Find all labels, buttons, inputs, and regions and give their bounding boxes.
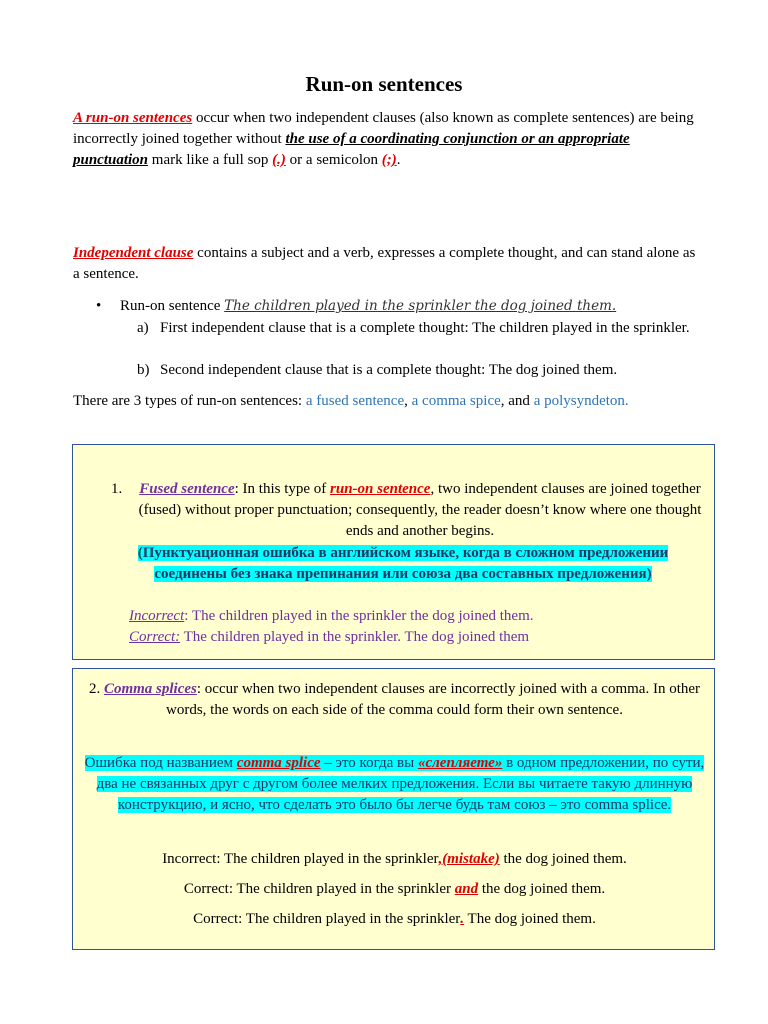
example-text: the dog joined them. xyxy=(478,881,606,897)
fused-text-2: , two independent clauses are joined together (fused) without proper punctuation; consequently, the reader doesn’t know where one thought ends and another begins. xyxy=(138,481,702,539)
bullet-label: Run-on sentence xyxy=(120,298,225,314)
fused-text-1: : In this type of xyxy=(234,481,331,497)
types-paragraph xyxy=(73,391,713,412)
correct-example-period xyxy=(83,909,706,930)
sub-item-text: Second independent clause that is a complete thought: The dog joined them. xyxy=(160,362,618,378)
intro-text-3: or a semicolon xyxy=(285,152,382,168)
type-comma-spice: a comma spice xyxy=(411,393,501,409)
russian-text-3: в одном предложении, по сути, два не связанных друг с другом более мелких предложения. Если вы читаете такую длинную конструкцию, и ясно, что сделать это было бы легче будь там союз – это comma splice. xyxy=(96,755,705,813)
runon-sentence-term: run-on sentence xyxy=(330,481,431,497)
period-mark: . xyxy=(460,911,465,927)
correct-text: The children played in the sprinkler. The dog joined them xyxy=(180,629,530,645)
incorrect-example xyxy=(83,849,706,870)
comma-splice-box xyxy=(72,668,715,950)
sleplyaete-term: «слепляете» xyxy=(417,755,503,771)
incorrect-label: Incorrect xyxy=(129,608,185,624)
comma-splice-heading xyxy=(83,679,706,721)
example-text: Correct: The children played in the sprinkler xyxy=(193,911,461,927)
mistake-mark: ,(mistake) xyxy=(438,851,500,867)
sub-item-label: a) xyxy=(137,320,149,336)
types-sep-2: , and xyxy=(500,393,534,409)
russian-explanation xyxy=(133,543,673,585)
intro-text-4: . xyxy=(396,152,401,168)
sub-item-text: First independent clause that is a complete thought: The children played in the sprinkler. xyxy=(160,320,690,336)
correct-label: Correct: xyxy=(129,629,181,645)
bullet-icon: • xyxy=(96,298,102,314)
incorrect-example xyxy=(129,606,689,627)
correct-example xyxy=(129,627,689,648)
russian-text-1: Ошибка под названием xyxy=(84,755,237,771)
type-polysyndeton: a polysyndeton. xyxy=(533,393,629,409)
intro-emphasis: the use of a coordinating conjunction or an appropriate punctuation xyxy=(73,131,630,168)
types-sep-1: , xyxy=(404,393,412,409)
intro-paragraph xyxy=(73,108,698,171)
independent-clause-paragraph xyxy=(73,243,698,285)
runon-term: A run-on sentences xyxy=(73,110,193,126)
example-text: Incorrect: The children played in the sprinkler xyxy=(162,851,439,867)
example-text: Correct: The children played in the sprinkler xyxy=(183,881,455,897)
types-text: There are 3 types of run-on sentences: xyxy=(73,393,306,409)
semicolon-symbol: (;) xyxy=(381,152,397,168)
intro-text-1: occur when two independent clauses (also known as complete sentences) are being incorrectly joined together without xyxy=(73,110,694,147)
and-mark: and xyxy=(454,881,479,897)
comma-splice-ru-term: comma splice xyxy=(236,755,321,771)
list-number: 2. xyxy=(88,681,104,697)
russian-text-2: – это когда вы xyxy=(320,755,418,771)
example-text: the dog joined them. xyxy=(499,851,627,867)
fused-sentence-box xyxy=(72,444,715,660)
fused-sentence-term: Fused sentence xyxy=(139,481,235,497)
list-number: 1. xyxy=(111,481,123,497)
russian-text: (Пунктуационная ошибка в английском языке, когда в сложном предложении соединены без знака препинания или союза два составных предложения) xyxy=(137,545,669,582)
sub-item-label: b) xyxy=(137,362,150,378)
correct-example-and xyxy=(83,879,706,900)
bullet-example: The children played in the sprinkler the dog joined them. xyxy=(224,298,617,314)
type-fused: a fused sentence xyxy=(305,393,405,409)
full-stop-symbol: (.) xyxy=(272,152,286,168)
intro-text-2: mark like a full sop xyxy=(148,152,273,168)
example-text: The dog joined them. xyxy=(464,911,596,927)
comma-splice-text: : occur when two independent clauses are incorrectly joined with a comma. In other words, the words on each side of the comma could form their own sentence. xyxy=(166,681,701,718)
page-title: Run-on sentences xyxy=(305,72,463,96)
incorrect-text: : The children played in the sprinkler the dog joined them. xyxy=(184,608,534,624)
russian-explanation xyxy=(83,753,706,816)
comma-splice-term: Comma splices xyxy=(103,681,197,697)
independent-clause-term: Independent clause xyxy=(73,245,194,261)
independent-clause-text: contains a subject and a verb, expresses a complete thought, and can stand alone as a sentence. xyxy=(73,245,696,282)
